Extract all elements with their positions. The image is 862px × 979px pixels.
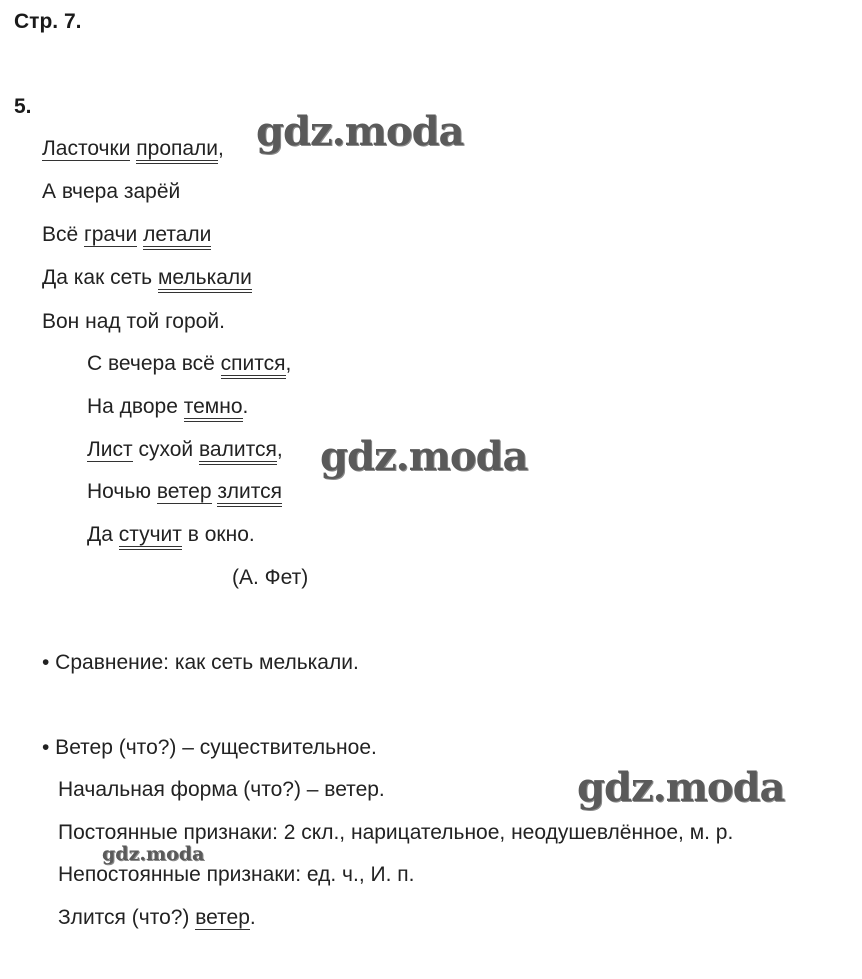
poem-line-6: С вечера всё спится, — [87, 351, 291, 377]
subject-word: ветер — [156, 480, 212, 503]
watermark: gdz.moda — [320, 433, 528, 480]
watermark: gdz.moda — [577, 764, 785, 811]
poem-line-4: Да как сеть мелькали — [42, 265, 252, 291]
subject-word: ветер — [195, 906, 250, 929]
poem-line-2: А вчера зарёй — [42, 180, 181, 203]
predicate-word: пропали — [136, 137, 218, 164]
predicate-word: спится — [221, 352, 286, 379]
watermark: gdz.moda — [102, 843, 205, 865]
constant-features: Постоянные признаки: 2 скл., нарицательное, неодушевлённое, м. р. — [58, 821, 734, 844]
predicate-word: мелькали — [158, 266, 252, 293]
poem-line-3: Всё грачи летали — [42, 222, 211, 248]
poem-line-9: Ночью ветер злится — [87, 479, 282, 505]
page-label: Стр. 7. — [14, 10, 82, 33]
poem-author: (А. Фет) — [232, 566, 309, 589]
variable-features: Непостоянные признаки: ед. ч., И. п. — [58, 863, 415, 886]
morph-title: • Ветер (что?) – существительное. — [42, 736, 377, 759]
poem-line-7: На дворе темно. — [87, 394, 248, 420]
comparison-note: • Сравнение: как сеть мелькали. — [42, 651, 359, 674]
subject-word: грачи — [84, 223, 138, 246]
predicate-word: стучит — [119, 523, 182, 550]
watermark: gdz.moda — [256, 108, 464, 155]
initial-form: Начальная форма (что?) – ветер. — [58, 778, 385, 801]
poem-line-8: Лист сухой валится, — [87, 437, 283, 463]
subject-word: Лист — [87, 438, 133, 461]
predicate-word: злится — [217, 480, 282, 507]
last-line: Злится (что?) ветер. — [58, 906, 256, 929]
task-number: 5. — [14, 95, 32, 118]
poem-line-5: Вон над той горой. — [42, 310, 225, 333]
predicate-word: валится — [199, 438, 277, 465]
poem-line-10: Да стучит в окно. — [87, 522, 255, 548]
subject-word: Ласточки — [42, 137, 131, 160]
predicate-word: темно — [184, 395, 243, 422]
poem-line-1: Ласточки пропали, — [42, 136, 224, 162]
predicate-word: летали — [143, 223, 211, 250]
